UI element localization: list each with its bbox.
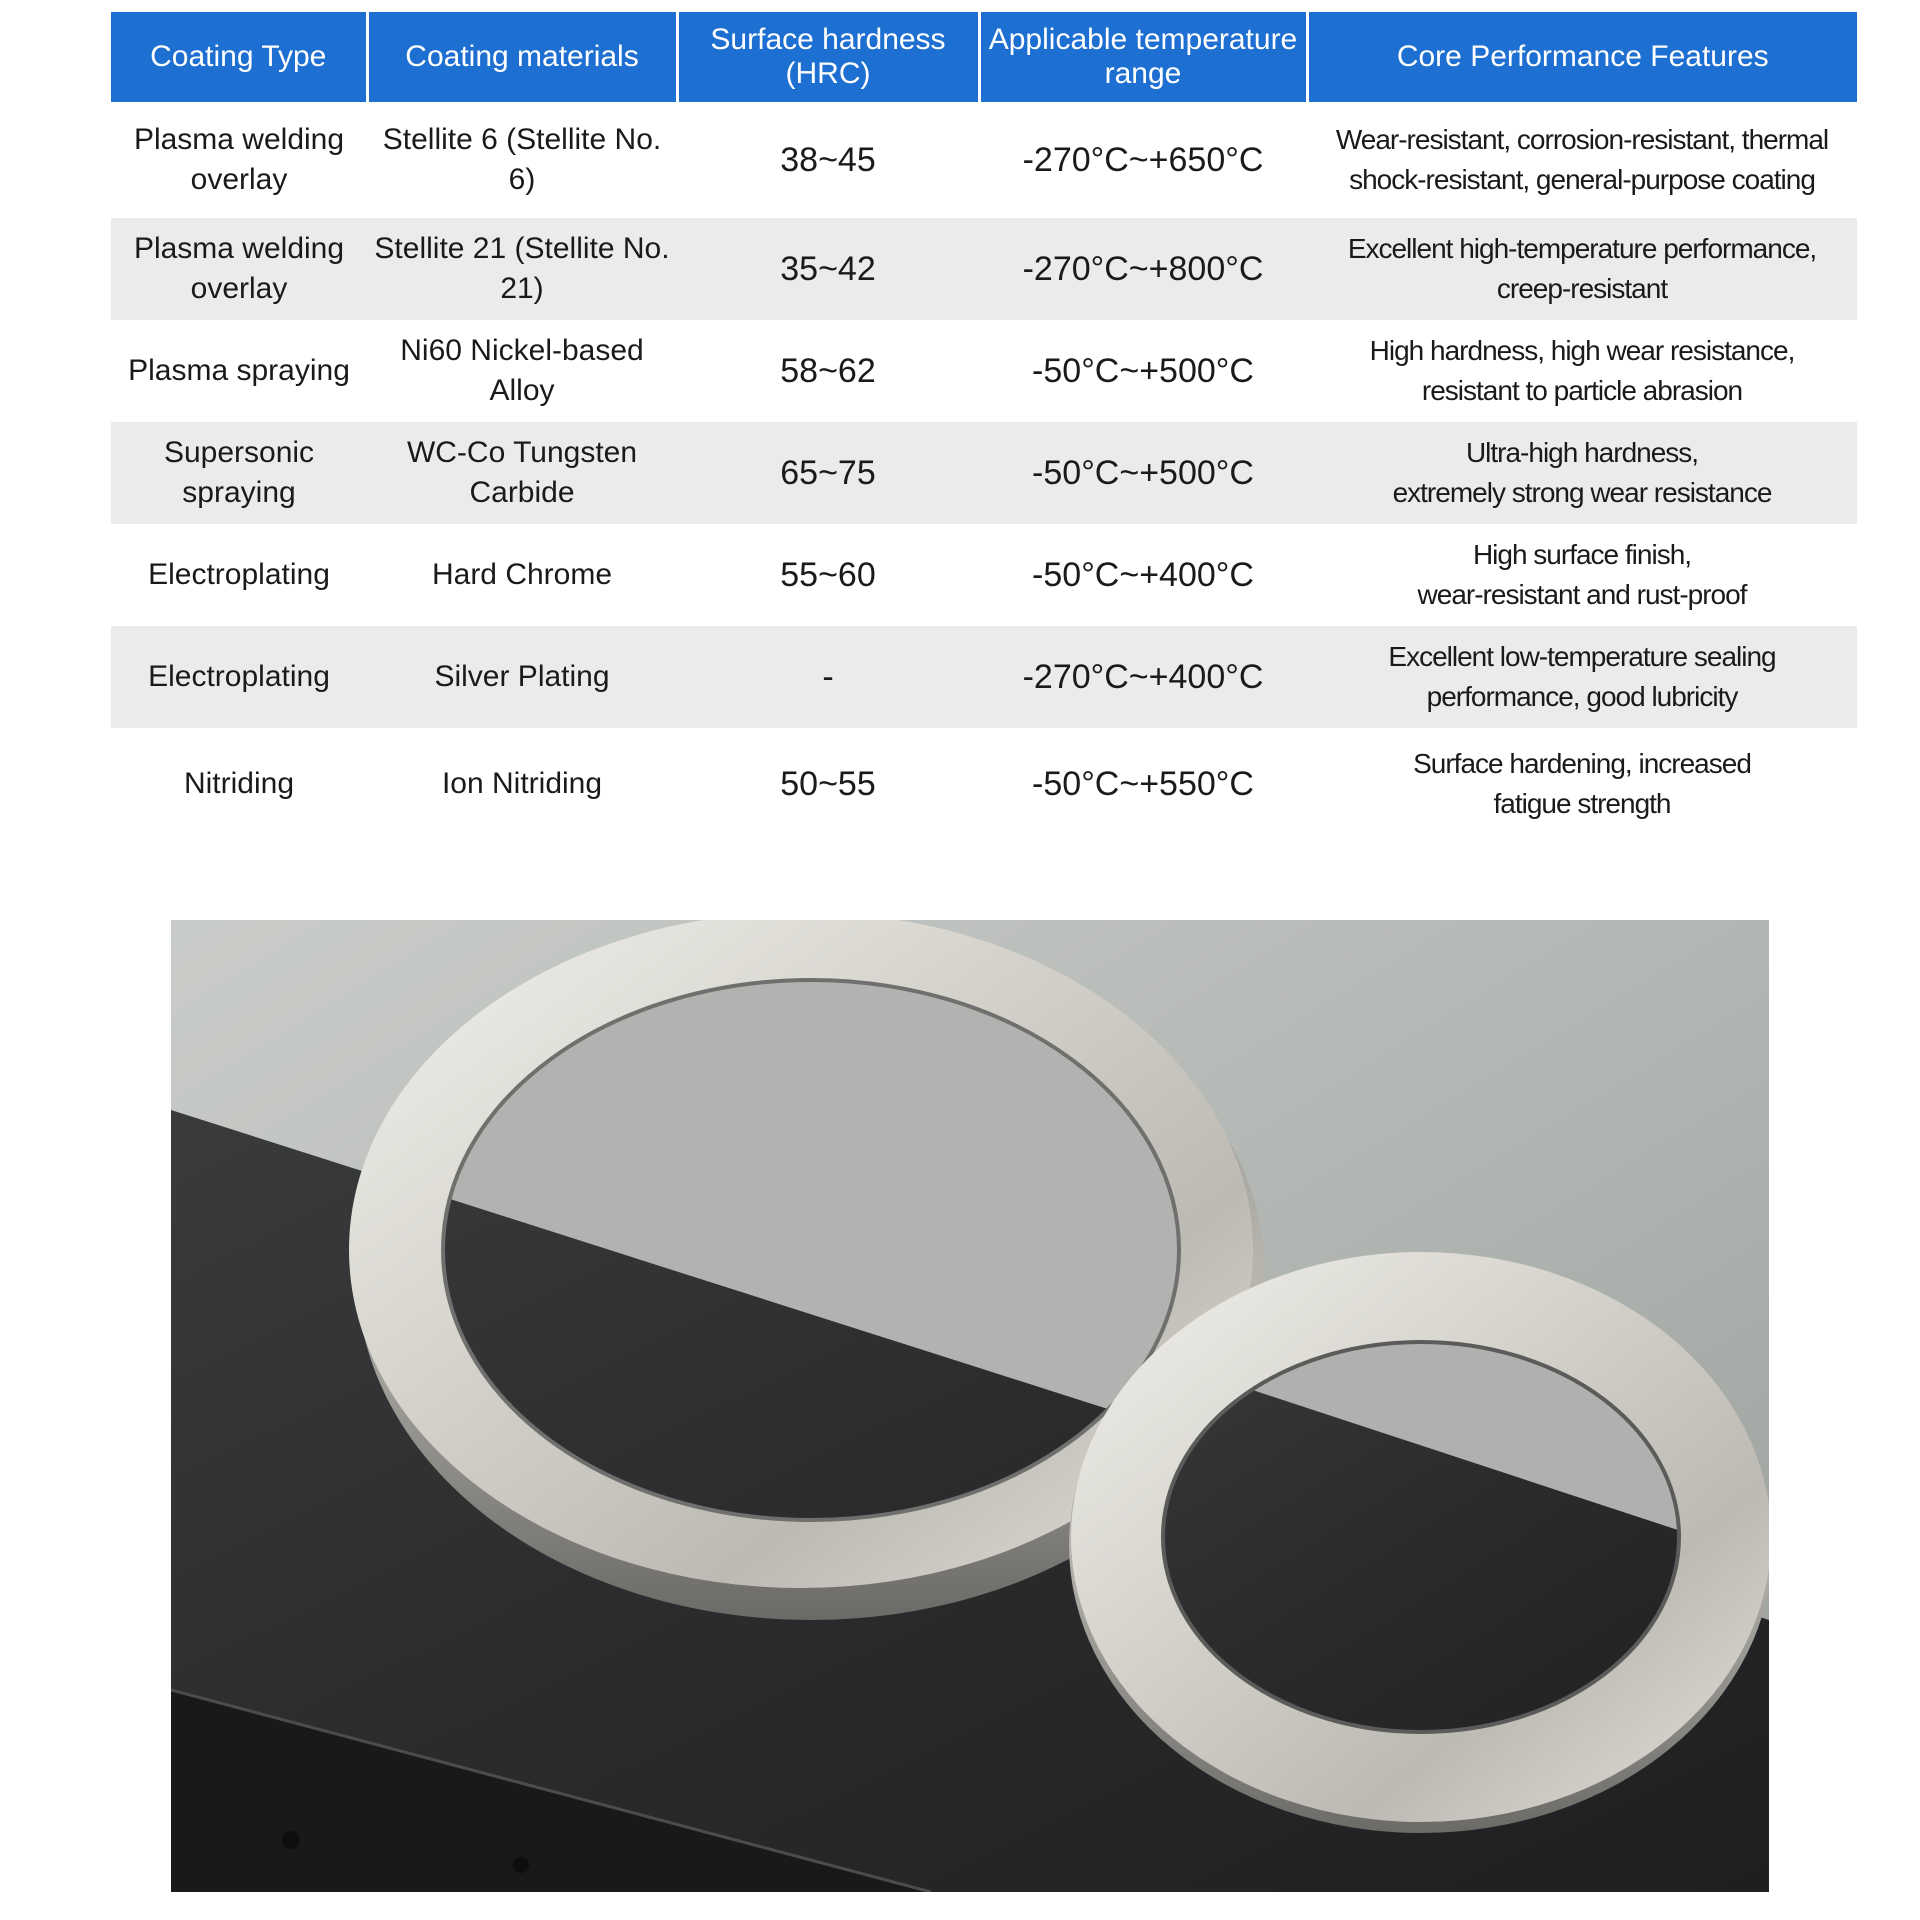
cell-core-features-line: Excellent low-temperature sealing xyxy=(1388,641,1776,672)
cell-surface-hardness: 50~55 xyxy=(677,728,979,840)
column-header-core-features xyxy=(1307,12,1857,102)
column-header-text: Core Performance Features xyxy=(1396,40,1769,73)
cell-coating-material-line: Stellite 21 (Stellite No. 21) xyxy=(374,232,670,305)
cell-temperature-range: -50°C~+500°C xyxy=(979,422,1307,524)
cell-coating-material xyxy=(367,320,677,422)
cell-temperature-range: -50°C~+550°C xyxy=(979,728,1307,840)
cell-core-features xyxy=(1307,218,1857,320)
cell-temperature-range: -50°C~+400°C xyxy=(979,524,1307,626)
cell-core-features xyxy=(1307,102,1857,218)
table-row xyxy=(111,320,1857,422)
column-header-text: (HRC) xyxy=(785,57,871,90)
cell-coating-material xyxy=(367,728,677,840)
cell-coating-type xyxy=(111,728,367,840)
cell-core-features-line: shock-resistant, general-purpose coating xyxy=(1349,164,1815,195)
cell-surface-hardness: 65~75 xyxy=(677,422,979,524)
cell-coating-type xyxy=(111,422,367,524)
cell-surface-hardness: 35~42 xyxy=(677,218,979,320)
cell-core-features-line: High surface finish, xyxy=(1472,539,1692,570)
table-row xyxy=(111,422,1857,524)
cell-temperature-range: -270°C~+650°C xyxy=(979,102,1307,218)
cell-coating-type xyxy=(111,218,367,320)
cell-core-features-line: extremely strong wear resistance xyxy=(1392,477,1772,508)
cell-temperature-range: -270°C~+400°C xyxy=(979,626,1307,728)
cell-coating-material-line: Hard Chrome xyxy=(431,558,613,591)
cell-core-features-line: High hardness, high wear resistance, xyxy=(1369,335,1795,366)
table-row xyxy=(111,102,1857,218)
table-row xyxy=(111,626,1857,728)
cell-coating-material xyxy=(367,422,677,524)
column-header-text: Coating materials xyxy=(405,40,639,73)
cell-surface-hardness: 38~45 xyxy=(677,102,979,218)
cell-coating-material xyxy=(367,102,677,218)
cell-coating-type-line: overlay xyxy=(190,163,288,196)
cell-coating-type-line: Electroplating xyxy=(148,558,330,591)
cell-core-features-line: Excellent high-temperature performance, xyxy=(1347,233,1817,264)
column-header-text: Surface hardness xyxy=(710,23,946,56)
cell-temperature-range: -270°C~+800°C xyxy=(979,218,1307,320)
table-row xyxy=(111,218,1857,320)
table-header-row xyxy=(111,12,1857,102)
column-header-surface-hardness xyxy=(677,12,979,102)
column-header-text: Coating Type xyxy=(150,40,327,73)
cell-surface-hardness: 55~60 xyxy=(677,524,979,626)
cell-coating-type-line: Plasma welding xyxy=(133,123,345,156)
cell-core-features xyxy=(1307,524,1857,626)
cell-coating-material xyxy=(367,218,677,320)
column-header-text: range xyxy=(1104,57,1182,90)
cell-core-features-line: Ultra-high hardness, xyxy=(1465,437,1699,468)
column-header-text: Applicable temperature xyxy=(988,23,1298,56)
column-header-coating-type xyxy=(111,12,367,102)
cell-core-features xyxy=(1307,422,1857,524)
cell-coating-type-line: spraying xyxy=(182,476,296,509)
cell-coating-type-line: Nitriding xyxy=(183,767,295,800)
cell-coating-type xyxy=(111,626,367,728)
cell-coating-material-line: Silver Plating xyxy=(434,660,610,693)
cell-coating-material-line: Ni60 Nickel-based Alloy xyxy=(400,334,644,407)
cell-coating-type xyxy=(111,524,367,626)
cell-coating-material-line: Ion Nitriding xyxy=(441,767,603,800)
cell-temperature-range: -50°C~+500°C xyxy=(979,320,1307,422)
cell-core-features-line: fatigue strength xyxy=(1493,788,1671,819)
cell-coating-material xyxy=(367,626,677,728)
cell-coating-material-line: WC-Co Tungsten Carbide xyxy=(406,436,638,509)
cell-coating-type xyxy=(111,320,367,422)
cell-coating-type-line: Plasma welding xyxy=(133,232,345,265)
cell-coating-material-line: Stellite 6 (Stellite No. 6) xyxy=(382,123,662,196)
cell-coating-type-line: overlay xyxy=(190,272,288,305)
cell-coating-type-line: Plasma spraying xyxy=(128,354,350,387)
cell-core-features-line: Surface hardening, increased xyxy=(1413,748,1751,779)
cell-core-features xyxy=(1307,728,1857,840)
cell-surface-hardness: 58~62 xyxy=(677,320,979,422)
cell-coating-material xyxy=(367,524,677,626)
cell-coating-type-line: Supersonic xyxy=(163,436,315,469)
column-header-coating-materials xyxy=(367,12,677,102)
cell-surface-hardness: - xyxy=(677,626,979,728)
cell-core-features-line: creep-resistant xyxy=(1496,273,1668,304)
coating-spec-table xyxy=(111,12,1857,840)
cell-coating-type xyxy=(111,102,367,218)
cell-core-features-line: resistant to particle abrasion xyxy=(1421,375,1743,406)
cell-core-features xyxy=(1307,320,1857,422)
table-row xyxy=(111,728,1857,840)
cell-core-features-line: performance, good lubricity xyxy=(1426,681,1738,712)
column-header-temperature-range xyxy=(979,12,1307,102)
product-photo xyxy=(171,920,1769,1892)
cell-core-features xyxy=(1307,626,1857,728)
cell-core-features-line: wear-resistant and rust-proof xyxy=(1417,579,1747,610)
table-body xyxy=(111,102,1857,840)
table-row xyxy=(111,524,1857,626)
cell-core-features-line: Wear-resistant, corrosion-resistant, thermal xyxy=(1335,124,1829,155)
cell-coating-type-line: Electroplating xyxy=(148,660,330,693)
